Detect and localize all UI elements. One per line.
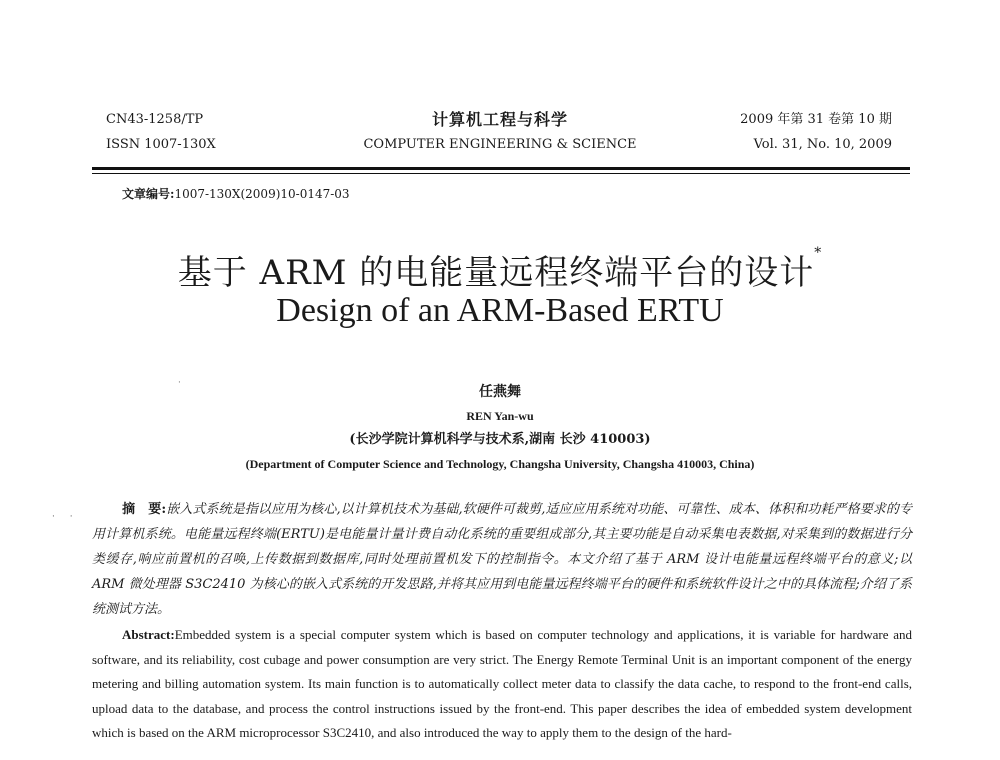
scan-dots: · · xyxy=(52,512,79,522)
title-footnote-mark: * xyxy=(814,245,823,261)
author-block xyxy=(0,380,1000,476)
header-rule-thin xyxy=(92,173,910,174)
title-cn-text: 基于 ARM 的电能量远程终端平台的设计 xyxy=(177,253,815,293)
cn-code: CN43-1258/TP xyxy=(106,112,204,127)
journal-name xyxy=(290,107,710,157)
affiliation-en: (Department of Computer Science and Technology, Changsha University, Changsha 410003, China) xyxy=(245,457,755,471)
author-name-en: REN Yan-wu xyxy=(466,409,534,423)
abstract-en-label: Abstract: xyxy=(122,627,175,642)
issue-info-en: Vol. 31, No. 10, 2009 xyxy=(753,137,892,152)
article-number-label: 文章编号: xyxy=(122,187,175,201)
article-number xyxy=(122,185,350,202)
journal-codes xyxy=(106,107,216,157)
abstract-cn xyxy=(92,497,912,622)
issue-info xyxy=(740,107,892,157)
journal-name-en: COMPUTER ENGINEERING & SCIENCE xyxy=(363,137,637,152)
header-rule-thick xyxy=(92,167,910,170)
journal-name-cn: 计算机工程与科学 xyxy=(431,110,568,129)
abstract-cn-text: 嵌入式系统是指以应用为核心,以计算机技术为基础,软硬件可裁剪,适应应用系统对功能、可靠性、成本、体积和功耗严格要求的专用计算机系统。电能量远程终端(ERTU)是电能量计量计费自动化系统的重要组成部分,其主要功能是自动采集电表数据,对采集到的数据进行分类缓存,响应前置机的召唤,上传数据到数据库,同时处理前置机发下的控制指令。本文介绍了基于 ARM 设计电能量远程终端平台的意义;以 ARM 微处理器 S3C2410 为核心的嵌入式系统的开发思路,并将其应用到电能量远程终端平台的硬件和系统软件设计之中的具体流程;介绍了系统测试方法。 xyxy=(92,502,912,617)
abstract-en xyxy=(92,623,912,746)
scan-speck: · xyxy=(178,378,181,388)
author-name-cn: 任燕舞 xyxy=(479,384,521,400)
issn-code: ISSN 1007-130X xyxy=(106,137,216,152)
abstract-cn-label: 摘 要: xyxy=(122,502,167,517)
title-cn xyxy=(0,245,1000,294)
article-number-value: 1007-130X(2009)10-0147-03 xyxy=(174,187,350,201)
title-en: Design of an ARM-Based ERTU xyxy=(276,292,724,329)
affiliation-cn: (长沙学院计算机科学与技术系,湖南 长沙 410003) xyxy=(349,432,651,447)
abstract-en-text: Embedded system is a special computer system which is based on computer technology and applications, it is variable for hardware and software, and its reliability, cost cubage and power consumption are very strict. The Energy Remote Terminal Unit is an important component of the energy metering and billing automation system. Its main function is to automatically collect meter data to classify the data cache, to respond to the front-end calls, upload data to the database, and process the control instructions issued by the front-end. This paper describes the idea of embedded system development which is based on the ARM microprocessor S3C2410, and also introduced the way to apply them to the design of the hard- xyxy=(92,627,912,741)
issue-info-cn: 2009 年第 31 卷第 10 期 xyxy=(740,112,892,127)
